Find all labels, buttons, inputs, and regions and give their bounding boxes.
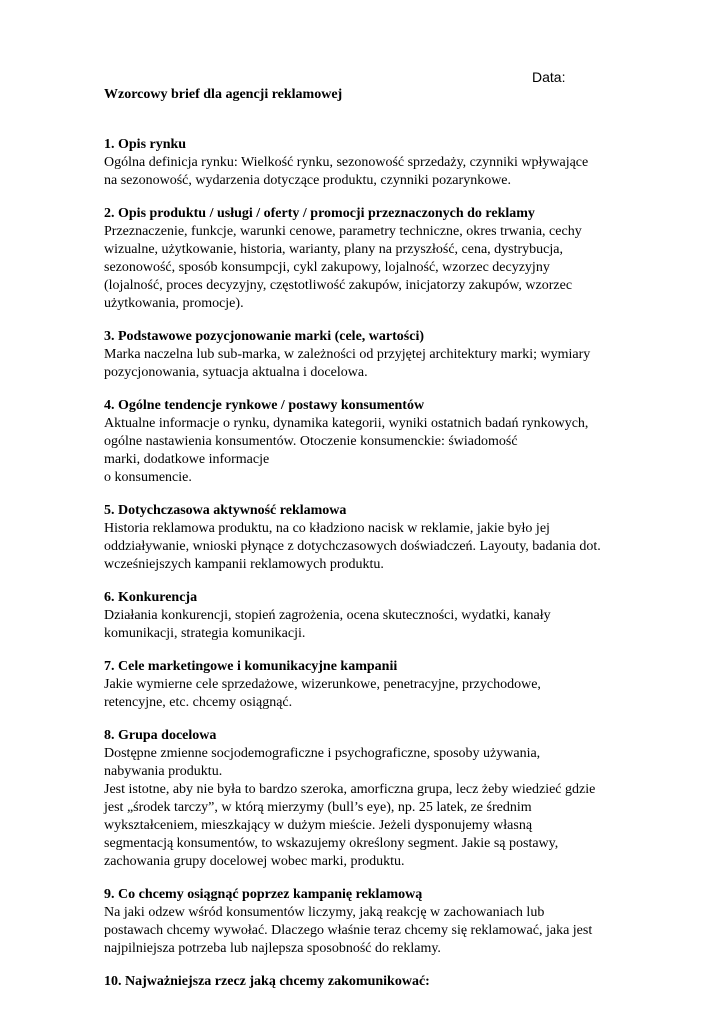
section-target-group <box>104 727 624 871</box>
date-label: Data: <box>532 69 566 85</box>
section-heading: 1. Opis rynku <box>104 137 187 152</box>
section-heading: 3. Podstawowe pozycjonowanie marki (cele, wartości) <box>104 329 424 344</box>
section-campaign-goals <box>104 658 624 712</box>
section-body: Ogólna definicja rynku: Wielkość rynku, sezonowość sprzedaży, czynniki wpływające na sezonowość, wydarzenia dotyczące produktu, czynniki pozarynkowe. <box>104 155 589 188</box>
section-key-message <box>104 973 624 991</box>
section-body: Przeznaczenie, funkcje, warunki cenowe, parametry techniczne, okres trwania, cechy wizualne, użytkowanie, historia, warianty, plany na przyszłość, cena, dystrybucja, sezonowość, sposób konsumpcji, cykl zakupowy, lojalność, wzorzec decyzyjny (lojalność, proces decyzyjny, częstotliwość zakupów, inicjatorzy zakupów, wzorzec użytkowania, promocje). <box>104 224 582 311</box>
section-heading: 7. Cele marketingowe i komunikacyjne kampanii <box>104 659 398 674</box>
section-market-description <box>104 136 624 190</box>
section-body: Historia reklamowa produktu, na co kładziono nacisk w reklamie, jakie było jej oddziaływanie, wnioski płynące z dotychczasowych doświadczeń. Layouty, badania dot. wcześniejszych kampanii reklamowych produktu. <box>104 521 601 572</box>
document-content <box>104 136 624 1006</box>
section-heading: 2. Opis produktu / usługi / oferty / promocji przeznaczonych do reklamy <box>104 206 535 221</box>
section-campaign-outcomes <box>104 886 624 958</box>
section-body: Na jaki odzew wśród konsumentów liczymy, jaką reakcję w zachowaniach lub postawach chcemy wywołać. Dlaczego właśnie teraz chcemy się reklamować, jaka jest najpilniejsza potrzeba lub najlepsza sposobność do reklamy. <box>104 905 593 956</box>
section-heading: 8. Grupa docelowa <box>104 728 217 743</box>
section-heading: 4. Ogólne tendencje rynkowe / postawy konsumentów <box>104 398 425 413</box>
section-advertising-history <box>104 502 624 574</box>
section-heading: 5. Dotychczasowa aktywność reklamowa <box>104 503 347 518</box>
section-body: Dostępne zmienne socjodemograficzne i psychograficzne, sposoby używania, nabywania produktu. Jest istotne, aby nie była to bardzo szeroka, amorficzna grupa, lecz żeby wiedzieć gdzie jest „środek tarczy”, w którą mierzymy (bull’s eye), np. 25 latek, ze średnim wykształceniem, mieszkający w dużym mieście. Jeżeli dysponujemy własną segmentacją konsumentów, to wskazujemy określony segment. Jakie są postawy, zachowania grupy docelowej wobec marki, produktu. <box>104 746 596 869</box>
section-heading: 9. Co chcemy osiągnąć poprzez kampanię reklamową <box>104 887 423 902</box>
section-market-trends <box>104 397 624 487</box>
section-body: Aktualne informacje o rynku, dynamika kategorii, wyniki ostatnich badań rynkowych, ogólne nastawienia konsumentów. Otoczenie konsumenckie: świadomość marki, dodatkowe informacje o konsumencie. <box>104 416 589 485</box>
section-competition <box>104 589 624 643</box>
section-body: Jakie wymierne cele sprzedażowe, wizerunkowe, penetracyjne, przychodowe, retencyjne, etc. chcemy osiągnąć. <box>104 677 541 710</box>
section-body: Marka naczelna lub sub-marka, w zależności od przyjętej architektury marki; wymiary pozycjonowania, sytuacja aktualna i docelowa. <box>104 347 591 380</box>
document-title: Wzorcowy brief dla agencji reklamowej <box>104 87 343 102</box>
section-body: Działania konkurencji, stopień zagrożenia, ocena skuteczności, wydatki, kanały komunikacji, strategia komunikacji. <box>104 608 551 641</box>
section-heading: 10. Najważniejsza rzecz jaką chcemy zakomunikować: <box>104 974 430 989</box>
section-brand-positioning <box>104 328 624 382</box>
section-product-description <box>104 205 624 313</box>
section-heading: 6. Konkurencja <box>104 590 198 605</box>
